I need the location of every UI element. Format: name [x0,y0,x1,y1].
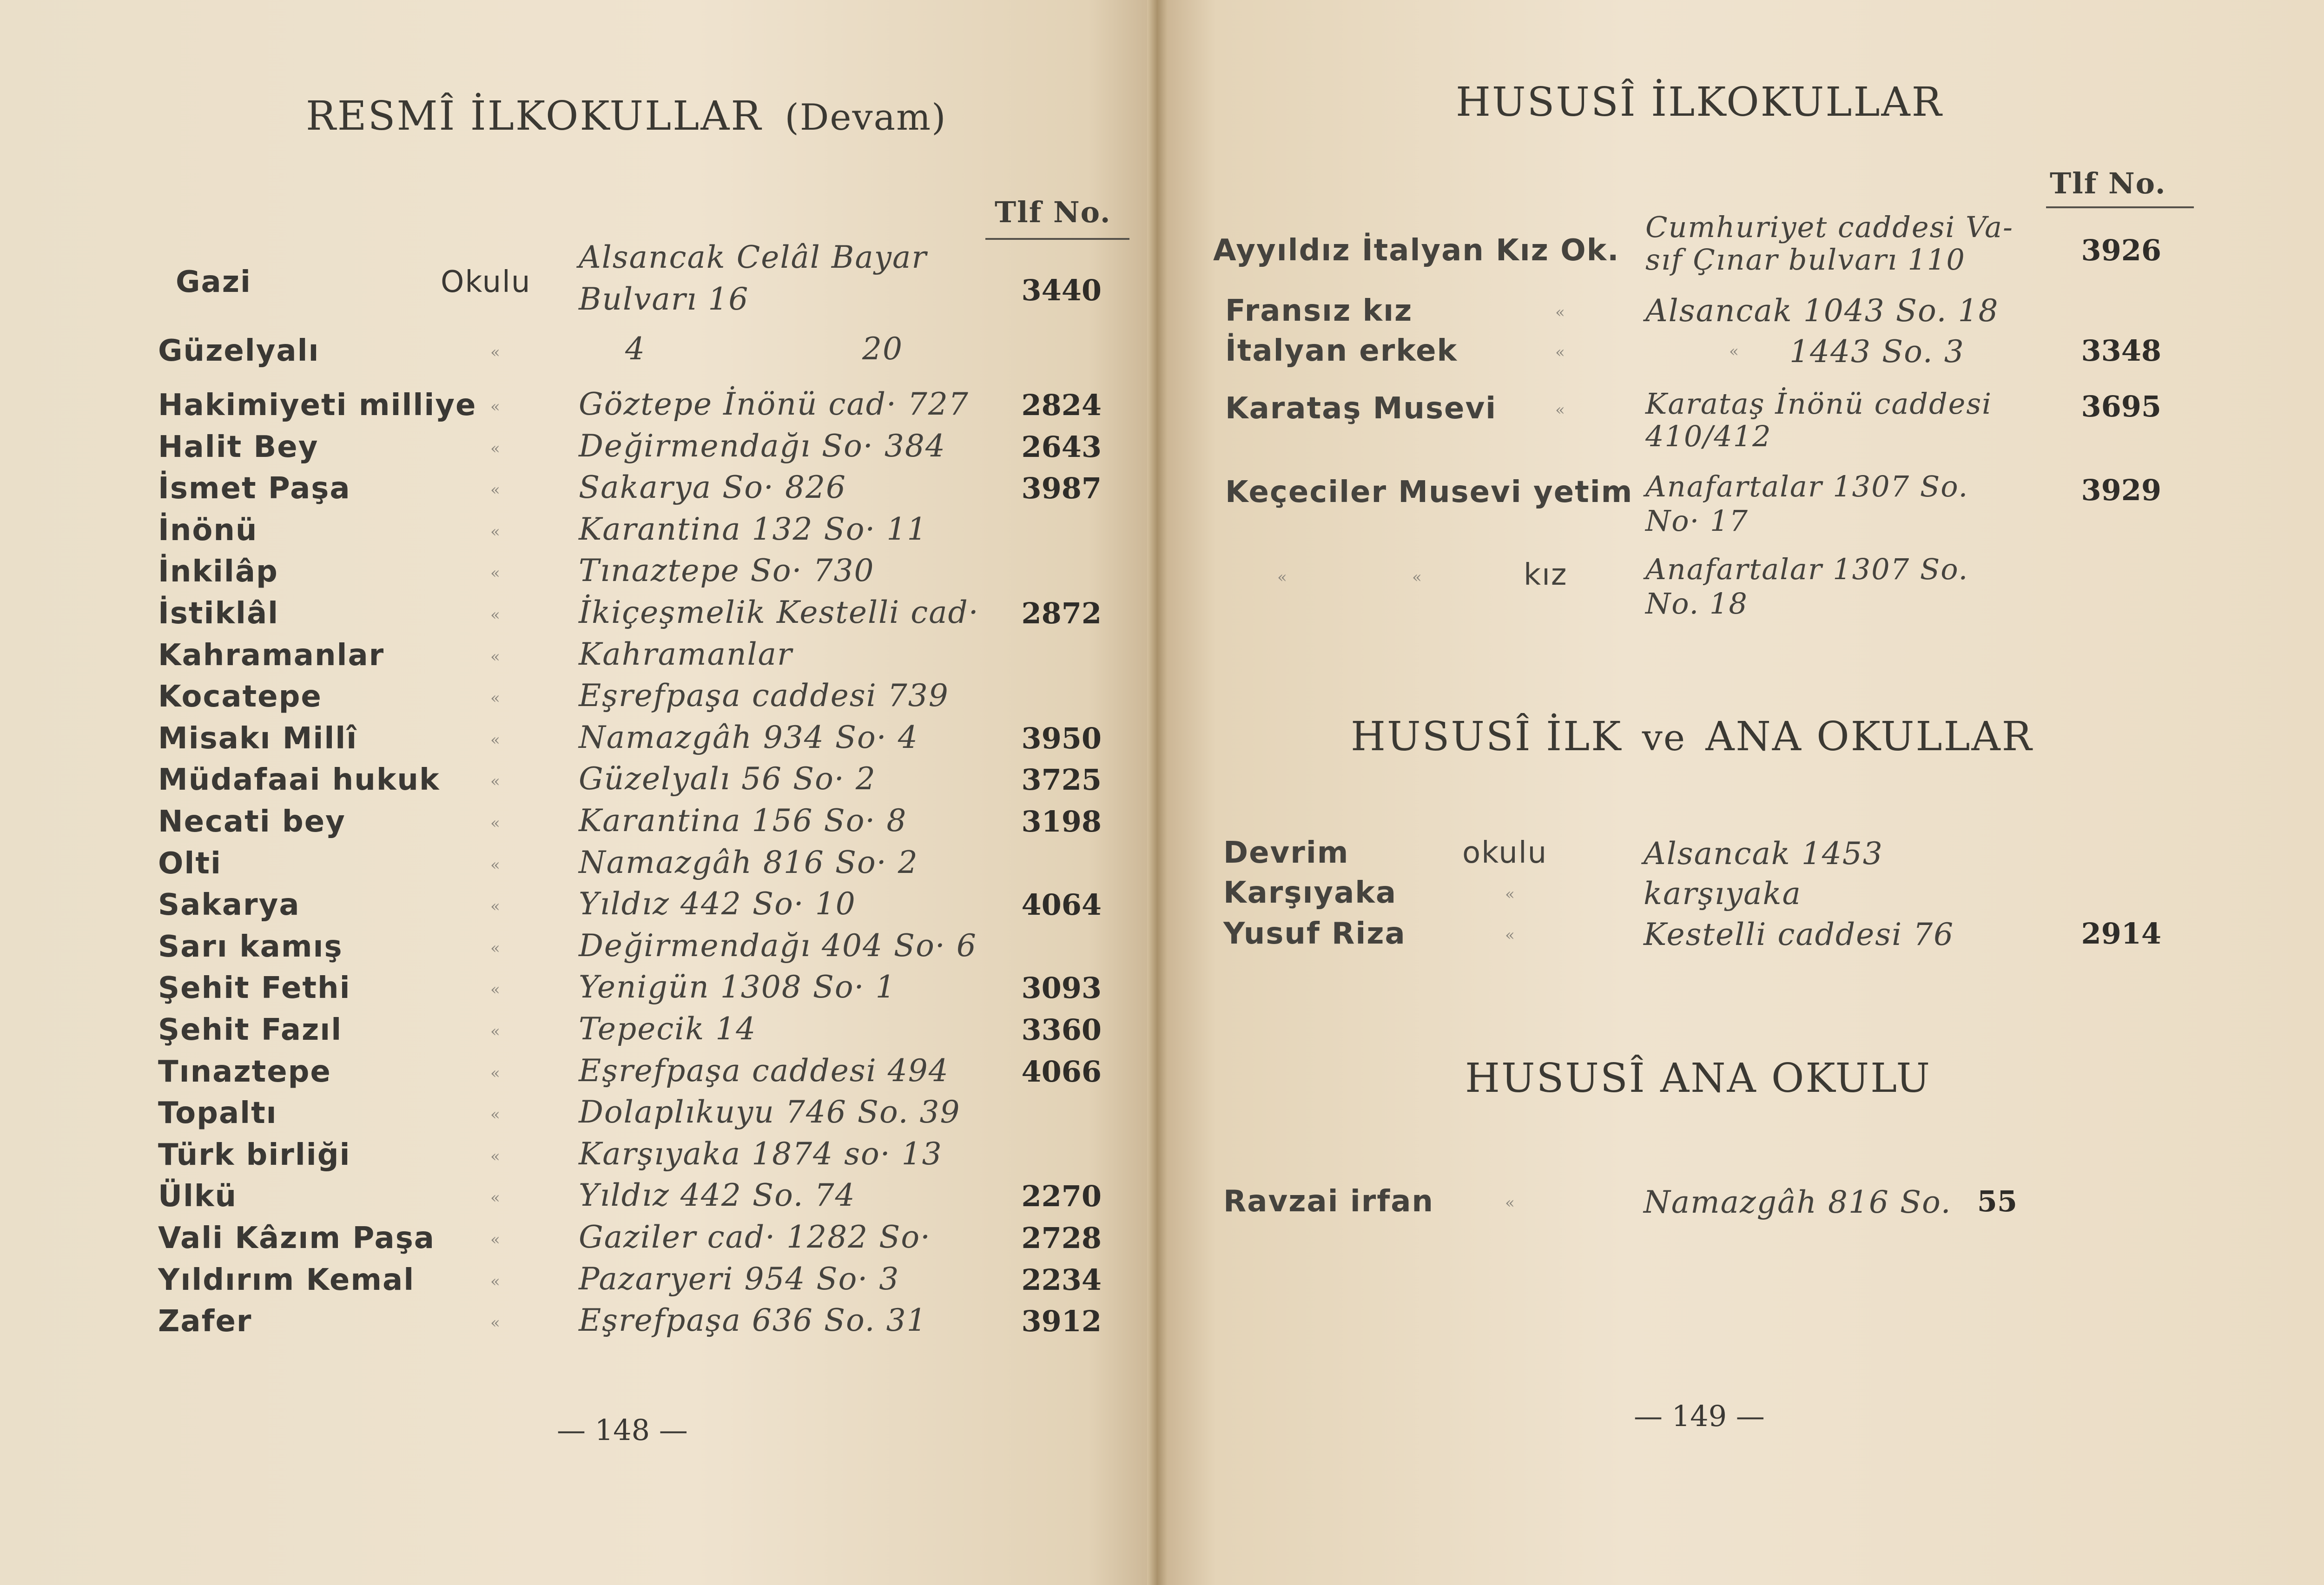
school-address: Eşrefpaşa caddesi 494 [579,1053,949,1089]
school-address: Eşrefpaşa caddesi 739 [579,678,949,713]
school-name: Kocatepe [158,680,322,714]
school-name: Türk birliği [158,1138,351,1172]
school-name: Kahramanlar [158,638,385,673]
ditto-mark: « [490,856,500,874]
section2-title-ve: ve [1642,717,1686,759]
gazi-address-line1: Alsancak Celâl Bayar [579,239,927,275]
italyan-address-ditto: « [1729,342,1739,361]
kececiler-kiz-address-line1: Anafartalar 1307 So. [1645,552,1969,586]
school-name: Müdafaai hukuk [158,763,440,797]
school-name-ayyildiz: Ayyıldız İtalyan Kız Ok. [1213,233,1620,268]
kececiler-address-line2: No· 17 [1645,504,1749,538]
school-name-fransiz: Fransız kız [1225,294,1413,328]
gazi-address-line2: Bulvarı 16 [579,281,749,317]
right-page-title: HUSUSÎ İLKOKULLAR [1456,79,1943,125]
italyan-address: 1443 So. 3 [1789,334,1965,370]
school-name: İnönü [158,513,258,548]
school-name: Şehit Fethi [158,971,351,1005]
ditto-mark: « [490,397,500,416]
school-address: Güzelyalı 56 So· 2 [579,761,876,797]
section2-title-b: ANA OKULLAR [1705,713,2034,760]
ditto-mark: « [490,564,500,582]
right-tel-header-rule [2046,206,2194,208]
left-title-main: RESMÎ İLKOKULLAR [306,93,763,139]
school-address: Yıldız 442 So· 10 [579,886,856,922]
school-tel: 4066 [1021,1055,1102,1089]
school-address: Eşrefpaşa 636 So. 31 [579,1302,927,1338]
ditto-mark: « [490,1147,500,1166]
book-gutter [1147,0,1168,1585]
ravzai-irfan-tel: 55 [1977,1184,2017,1218]
school-tel: 3950 [1021,721,1102,755]
school-name: Karşıyaka [1223,876,1397,910]
ditto-mark: « [1505,926,1515,944]
school-name: Ülkü [158,1179,238,1214]
left-page-number: — 148 — [557,1413,688,1447]
school-name-italyan: İtalyan erkek [1225,334,1458,368]
school-tel: 3987 [1021,471,1102,505]
school-name: Topaltı [158,1096,277,1130]
ditto-mark: « [490,1105,500,1124]
school-name-ravzai-irfan: Ravzai irfan [1223,1184,1434,1219]
school-name: Olti [158,846,222,881]
school-tel: 2914 [2081,917,2161,951]
school-name-kececiler-kiz: kız [1524,558,1568,592]
school-address: Dolaplıkuyu 746 So. 39 [579,1094,961,1130]
school-name-guzelyali: Güzelyalı [158,334,320,368]
school-tel: 2872 [1021,596,1102,630]
school-name: Halit Bey [158,430,319,464]
kececiler-address-line1: Anafartalar 1307 So. [1645,469,1969,503]
school-address: Pazaryeri 954 So· 3 [579,1261,900,1297]
school-address: Gaziler cad· 1282 So· [579,1219,931,1255]
karatas-ditto: « [1555,401,1565,419]
ditto-mark: « [490,1230,500,1249]
school-address: Sakarya So· 826 [579,469,846,505]
gazi-tel: 3440 [1021,273,1102,307]
school-address: Tınaztepe So· 730 [579,553,875,588]
school-tel: 2270 [1021,1179,1102,1213]
karatas-address-line2: 410/412 [1645,419,1772,453]
ditto-mark: « [490,897,500,916]
school-tel: 2728 [1021,1221,1102,1255]
fransiz-ditto: « [1555,303,1565,322]
ditto-mark: « [490,689,500,707]
school-name: Sarı kamış [158,930,343,964]
school-name: Yıldırım Kemal [158,1263,415,1297]
school-address: Karantina 132 So· 11 [579,511,928,547]
ditto-mark: « [490,731,500,749]
school-name: Necati bey [158,805,346,839]
fransiz-address: Alsancak 1043 So. 18 [1645,293,1999,329]
ditto-mark: « [490,606,500,624]
italyan-ditto: « [1555,343,1565,362]
school-name: Misakı Millî [158,721,358,756]
school-address: Yıldız 442 So. 74 [579,1177,856,1213]
school-name: İsmet Paşa [158,471,351,506]
kececiler-kiz-ditto2: « [1412,568,1422,587]
school-tel: 3912 [1021,1304,1102,1338]
school-address: İkiçeşmelik Kestelli cad· [579,594,979,630]
school-tel: 2824 [1021,388,1102,422]
section3-title: HUSUSÎ ANA OKULU [1465,1055,1931,1102]
karatas-tel: 3695 [2081,390,2161,423]
ditto-mark: « [490,814,500,832]
ditto-mark: « [490,522,500,541]
kececiler-kiz-ditto1: « [1277,568,1287,587]
ditto-mark: « [490,772,500,791]
guzelyali-ditto: « [490,343,500,362]
ditto-mark: « [490,481,500,499]
ditto-mark: « [490,1022,500,1041]
school-tel: 2643 [1021,430,1102,464]
section2-title-a: HUSUSÎ İLK [1351,713,1623,760]
right-page-number: — 149 — [1634,1399,1765,1433]
okulu-label: okulu [1462,836,1548,870]
left-page-title [306,93,947,139]
school-address: Değirmendağı 404 So· 6 [579,928,977,964]
ayyildiz-tel: 3926 [2081,233,2161,267]
school-address: Göztepe İnönü cad· 727 [579,386,969,422]
school-address: Kestelli caddesi 76 [1644,917,1954,952]
ravzai-irfan-ditto: « [1505,1194,1515,1212]
ayyildiz-address-line1: Cumhuriyet caddesi Va- [1645,210,2014,244]
ditto-mark: « [490,939,500,958]
left-tel-header-rule [985,238,1129,240]
ayyildiz-address-line2: sıf Çınar bulvarı 110 [1645,243,1966,277]
ditto-mark: « [490,1272,500,1291]
ditto-mark: « [490,1064,500,1083]
ditto-mark: « [490,439,500,458]
section2-title [1351,713,2033,760]
school-address: Kahramanlar [579,636,793,672]
school-address: Alsancak 1453 [1644,836,1883,872]
left-title-suffix: (Devam) [785,97,947,139]
school-tel: 3725 [1021,763,1102,797]
school-tel: 3093 [1021,971,1102,1005]
school-address: Karantina 156 So· 8 [579,803,907,839]
ditto-mark: « [490,1314,500,1332]
karatas-address-line1: Karataş İnönü caddesi [1645,387,1993,421]
school-address: Tepecik 14 [579,1011,757,1047]
school-name: İnkilâp [158,555,278,589]
school-address: Yenigün 1308 So· 1 [579,969,896,1005]
school-name: Sakarya [158,888,300,922]
school-name-karatas: Karataş Musevi [1225,391,1497,426]
guzelyali-address-a: 4 [625,331,646,367]
ditto-mark: « [490,980,500,999]
school-name: Yusuf Riza [1223,917,1406,951]
school-address: karşıyaka [1644,876,1802,911]
left-tel-header: Tlf No. [995,195,1111,229]
school-address: Namazgâh 816 So· 2 [579,845,918,880]
school-address: Karşıyaka 1874 so· 13 [579,1136,943,1172]
school-address: Değirmendağı So· 384 [579,428,946,464]
school-address: Namazgâh 934 So· 4 [579,720,918,755]
ditto-mark: « [1505,885,1515,904]
kececiler-tel: 3929 [2081,473,2161,507]
school-name: Vali Kâzım Paşa [158,1221,435,1255]
school-tel: 3198 [1021,805,1102,839]
ditto-mark: « [490,1189,500,1207]
school-tel: 2234 [1021,1263,1102,1297]
guzelyali-address-b: 20 [862,331,903,367]
school-name-kececiler: Keçeciler Musevi yetim [1225,475,1633,509]
school-name: Zafer [158,1304,252,1339]
school-tel: 3360 [1021,1013,1102,1047]
school-name: Hakimiyeti milliye [158,388,477,423]
italyan-tel: 3348 [2081,334,2161,368]
school-name: Şehit Fazıl [158,1013,343,1047]
kececiler-kiz-address-line2: No. 18 [1645,587,1748,621]
ravzai-irfan-address: Namazgâh 816 So. [1644,1184,1952,1220]
school-name: Tınaztepe [158,1055,331,1089]
school-tel: 4064 [1021,888,1102,922]
ditto-mark: « [490,647,500,666]
gazi-okulu-label: Okulu [441,265,531,299]
right-tel-header: Tlf No. [2050,166,2166,200]
school-name: Devrim [1223,836,1349,870]
school-name: İstiklâl [158,596,279,631]
school-name-gazi: Gazi [176,265,251,299]
